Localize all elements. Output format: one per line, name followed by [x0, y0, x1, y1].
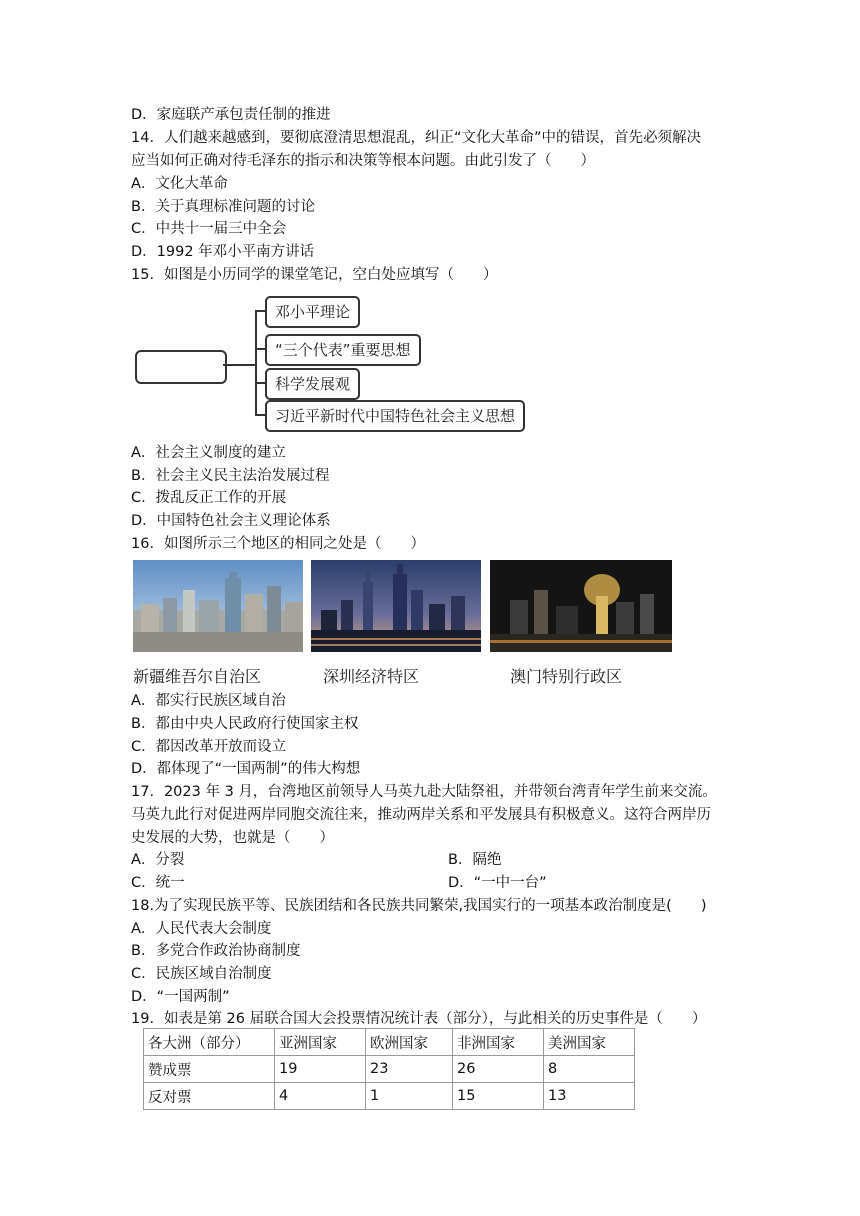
branch-line — [255, 382, 265, 384]
q18-stem: 18.为了实现民族平等、民族团结和各民族共同繁荣,我国实行的一项基本政治制度是( ) — [131, 898, 707, 914]
bracket-line — [255, 310, 257, 414]
q16-option-c: C．都因改革开放而设立 — [131, 739, 287, 755]
q16-option-a: A．都实行民族区域自治 — [131, 693, 286, 709]
class-notes-diagram — [131, 288, 551, 434]
macau-night-photo — [490, 560, 672, 652]
q17-option-d: D．“一中一台” — [448, 875, 547, 891]
table-cell: 19 — [275, 1056, 366, 1083]
table-header-cell: 欧洲国家 — [366, 1029, 453, 1056]
diagram-item-three-represents: “三个代表”重要思想 — [265, 334, 421, 366]
q15-option-a: A．社会主义制度的建立 — [131, 445, 286, 461]
q17-option-c: C．统一 — [131, 875, 185, 891]
table-cell: 26 — [453, 1056, 544, 1083]
q14-stem-line2: 应当如何正确对待毛泽东的指示和决策等根本问题。由此引发了（ ） — [131, 153, 595, 169]
q16-stem: 16．如图所示三个地区的相同之处是（ ） — [131, 536, 425, 552]
table-header-cell: 美洲国家 — [544, 1029, 635, 1056]
table-cell: 15 — [453, 1083, 544, 1110]
q18-option-a: A．人民代表大会制度 — [131, 921, 272, 937]
table-cell: 13 — [544, 1083, 635, 1110]
table-cell: 1 — [366, 1083, 453, 1110]
table-cell: 23 — [366, 1056, 453, 1083]
table-cell: 反对票 — [144, 1083, 275, 1110]
q15-option-d: D．中国特色社会主义理论体系 — [131, 513, 331, 529]
q14-stem-line1: 14．人们越来越感到，要彻底澄清思想混乱，纠正“文化大革命”中的错误，首先必须解决 — [131, 130, 701, 146]
q16-option-d: D．都体现了“一国两制”的伟大构想 — [131, 761, 361, 777]
q17-option-a: A．分裂 — [131, 852, 185, 868]
q17-stem-line1: 17．2023 年 3 月，台湾地区前领导人马英九赴大陆祭祖，并带领台湾青年学生前来交流。 — [131, 784, 717, 800]
q14-option-d: D．1992 年邓小平南方讲话 — [131, 244, 315, 260]
table-header-cell: 非洲国家 — [453, 1029, 544, 1056]
table-row — [144, 1083, 635, 1110]
q18-option-c: C．民族区域自治制度 — [131, 966, 272, 982]
table-cell: 赞成票 — [144, 1056, 275, 1083]
connector-line — [223, 364, 256, 366]
q19-stem: 19．如表是第 26 届联合国大会投票情况统计表（部分），与此相关的历史事件是（ ） — [131, 1011, 707, 1027]
q18-option-b: B．多党合作政治协商制度 — [131, 943, 301, 959]
q13-option-d: D．家庭联产承包责任制的推进 — [131, 107, 331, 123]
table-cell: 4 — [275, 1083, 366, 1110]
branch-line — [255, 310, 265, 312]
q14-option-b: B．关于真理标准问题的讨论 — [131, 199, 315, 215]
q18-option-d: D．“一国两制” — [131, 989, 230, 1005]
table-header-cell: 亚洲国家 — [275, 1029, 366, 1056]
q16-option-b: B．都由中央人民政府行使国家主权 — [131, 716, 359, 732]
q15-option-c: C．拨乱反正工作的开展 — [131, 490, 287, 506]
q17-stem-line3: 史发展的大势，也就是（ ） — [131, 830, 334, 846]
table-header-cell: 各大洲（部分） — [144, 1029, 275, 1056]
un-vote-table — [143, 1028, 635, 1110]
caption-shenzhen: 深圳经济特区 — [323, 667, 420, 686]
q14-option-a: A．文化大革命 — [131, 176, 228, 192]
table-row — [144, 1056, 635, 1083]
q15-stem: 15．如图是小历同学的课堂笔记，空白处应填写（ ） — [131, 267, 498, 283]
q15-option-b: B．社会主义民主法治发展过程 — [131, 468, 330, 484]
q14-option-c: C．中共十一届三中全会 — [131, 221, 287, 237]
caption-xinjiang: 新疆维吾尔自治区 — [133, 667, 262, 686]
xinjiang-city-photo — [133, 560, 303, 652]
branch-line — [255, 348, 265, 350]
q17-stem-line2: 马英九此行对促进两岸同胞交流往来，推动两岸关系和平发展具有积极意义。这符合两岸历 — [131, 807, 711, 823]
q17-option-b: B．隔绝 — [448, 852, 502, 868]
caption-macau: 澳门特别行政区 — [510, 667, 623, 686]
branch-line — [255, 414, 265, 416]
diagram-item-deng-theory: 邓小平理论 — [265, 296, 360, 328]
shenzhen-night-photo — [311, 560, 481, 652]
diagram-item-xi-thought: 习近平新时代中国特色社会主义思想 — [265, 400, 525, 432]
blank-answer-box — [135, 350, 227, 384]
diagram-item-scientific-outlook: 科学发展观 — [265, 368, 360, 400]
table-cell: 8 — [544, 1056, 635, 1083]
table-header-row — [144, 1029, 635, 1056]
